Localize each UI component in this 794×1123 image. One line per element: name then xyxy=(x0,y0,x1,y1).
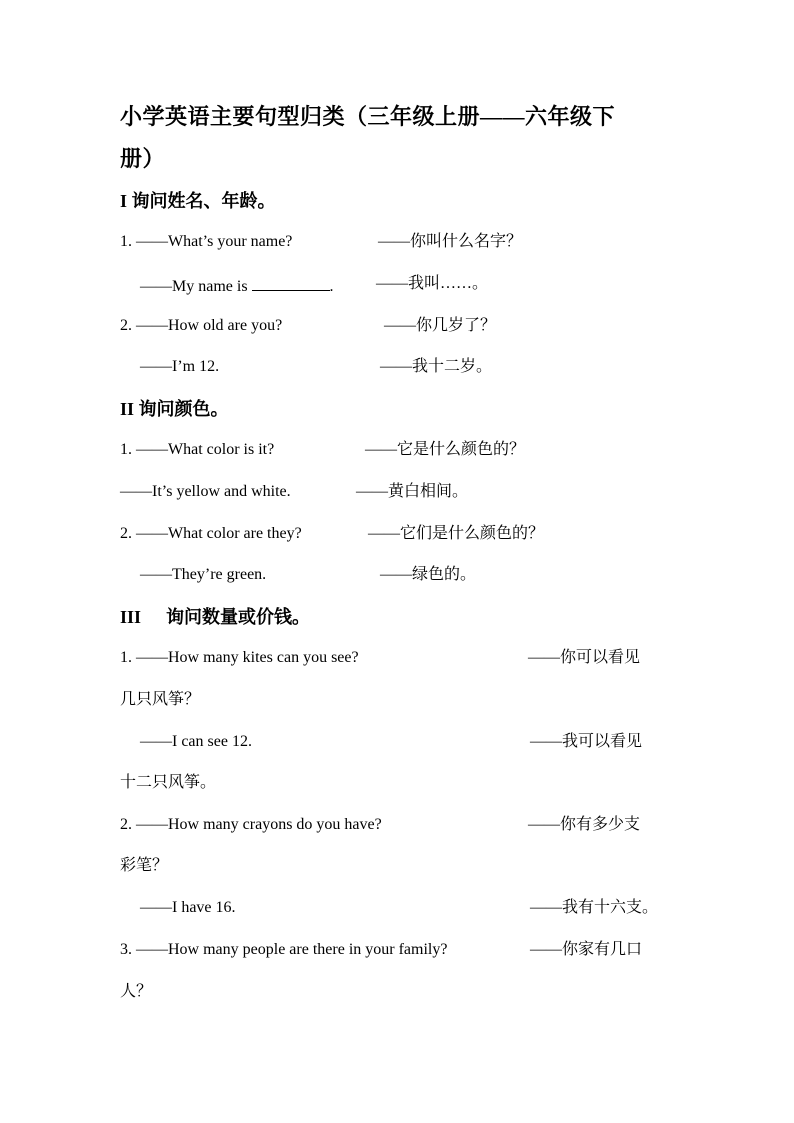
answer-zh: ——我十二岁。 xyxy=(380,358,493,375)
section-heading-3-text: 询问数量或价钱。 xyxy=(166,607,310,627)
question-zh: ——你家有几口 xyxy=(530,941,643,958)
answer-en: ——It’s yellow and white. xyxy=(120,483,291,500)
answer-en: ——I can see 12. xyxy=(140,733,252,750)
question-en: 2. ——What color are they? xyxy=(120,525,302,542)
question-zh: ——它们是什么颜色的？ xyxy=(368,525,545,542)
question-zh-continued: 彩笔？ xyxy=(120,857,169,874)
question-en: 1. ——What’s your name? xyxy=(120,233,293,250)
document-title-line-2: 册） xyxy=(120,146,166,171)
question-zh: ——你可以看见 xyxy=(528,649,641,666)
answer-en-suffix: . xyxy=(329,278,334,295)
answer-en: ——I’m 12. xyxy=(140,358,220,375)
answer-zh: ——黄白相间。 xyxy=(356,483,469,500)
answer-zh: ——绿色的。 xyxy=(380,566,477,583)
question-en: 2. ——How old are you? xyxy=(120,317,283,334)
answer-en: ——They’re green. xyxy=(140,566,267,583)
answer-en-prefix: ——My name is xyxy=(140,278,248,295)
question-zh: ——你几岁了？ xyxy=(384,317,497,334)
question-zh: ——你有多少支 xyxy=(528,816,641,833)
question-zh: ——它是什么颜色的？ xyxy=(365,441,526,458)
question-zh: ——你叫什么名字？ xyxy=(378,233,523,250)
question-en: 1. ——What color is it? xyxy=(120,441,275,458)
answer-en: ——I have 16. xyxy=(140,899,236,916)
question-en: 3. ——How many people are there in your family? xyxy=(120,941,448,958)
section-heading-2: II 询问颜色。 xyxy=(120,399,229,419)
answer-en xyxy=(140,276,334,295)
section-heading-3-number: III xyxy=(120,607,142,627)
answer-zh: ——我叫……。 xyxy=(376,275,489,292)
question-zh-continued: 几只风筝？ xyxy=(120,691,201,708)
answer-zh: ——我可以看见 xyxy=(530,733,643,750)
question-en: 1. ——How many kites can you see? xyxy=(120,649,359,666)
document-title-line-1: 小学英语主要句型归类（三年级上册——六年级下 xyxy=(120,104,616,129)
fill-in-blank xyxy=(252,276,330,291)
question-zh-continued: 人？ xyxy=(120,983,153,1000)
section-heading-1: I 询问姓名、年龄。 xyxy=(120,191,276,211)
answer-zh-continued: 十二只风筝。 xyxy=(120,774,217,791)
question-en: 2. ——How many crayons do you have? xyxy=(120,816,382,833)
answer-zh: ——我有十六支。 xyxy=(530,899,659,916)
